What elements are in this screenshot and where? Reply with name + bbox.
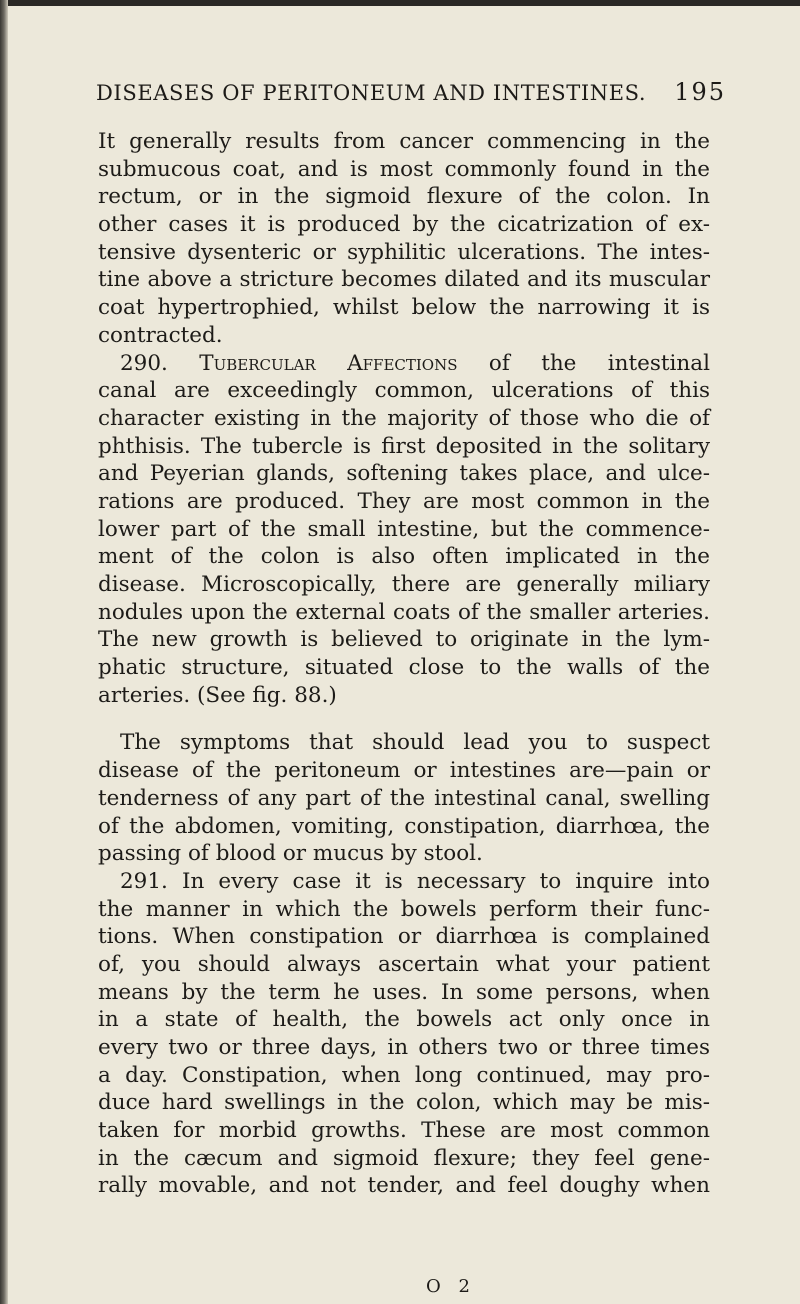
- section-290-first-line: [98, 350, 710, 378]
- text-line: rally movable, and not tender, and feel doughy when: [98, 1173, 710, 1199]
- section-291-text: In every case it is necessary to inquire into: [181, 868, 710, 894]
- text-line: It generally results from cancer commencing in the: [98, 129, 710, 154]
- text-line: character existing in the majority of those who die of: [98, 405, 710, 431]
- text-line: phthisis. The tubercle is first deposited in the solitary: [98, 433, 710, 459]
- text-line: and Peyerian glands, softening takes place, and ulce-: [98, 461, 710, 487]
- text-line: rations are produced. They are most common in the: [98, 488, 710, 514]
- signature-mark: O 2: [426, 1276, 476, 1297]
- running-head-title: DISEASES OF PERITONEUM AND INTESTINES.: [96, 81, 647, 105]
- running-head: [96, 78, 726, 106]
- text-line: in a state of health, the bowels act only once in: [98, 1007, 710, 1033]
- text-line: means by the term he uses. In some persons, when: [98, 979, 710, 1005]
- text-line: rectum, or in the sigmoid flexure of the colon. In: [98, 184, 710, 210]
- page-binding-edge: [0, 0, 8, 1304]
- text-line: ment of the colon is also often implicated in the: [98, 544, 710, 570]
- text-line: every two or three days, in others two or three times: [98, 1035, 710, 1060]
- text-line: disease. Microscopically, there are generally miliary: [98, 572, 710, 597]
- text-line: lower part of the small intestine, but the commence-: [98, 516, 710, 542]
- text-line: coat hypertrophied, whilst below the narrowing it is: [98, 295, 710, 321]
- text-line: nodules upon the external coats of the smaller arteries.: [98, 599, 710, 625]
- section-290-rest: of the intestinal: [488, 350, 710, 376]
- text-line: tensive dysenteric or syphilitic ulcerations. The intes-: [98, 239, 710, 265]
- text-line: The new growth is believed to originate in the lym-: [98, 627, 710, 653]
- page-number: 195: [674, 78, 726, 106]
- section-290-number: 290.: [120, 350, 168, 376]
- text-line: taken for morbid growths. These are most common: [98, 1118, 710, 1144]
- text-line: contracted.: [98, 322, 223, 348]
- text-line: disease of the peritoneum or intestines are—pain or: [98, 758, 710, 784]
- text-line: of the abdomen, vomiting, constipation, diarrhœa, the: [98, 813, 710, 839]
- text-line: The symptoms that should lead you to suspect: [120, 730, 710, 756]
- text-line: canal are exceedingly common, ulcerations of this: [98, 378, 710, 404]
- text-line: passing of blood or mucus by stool.: [98, 841, 483, 867]
- section-291-number: 291.: [120, 868, 168, 894]
- text-line: a day. Constipation, when long continued, may pro-: [98, 1062, 710, 1088]
- text-line: other cases it is produced by the cicatrization of ex-: [98, 212, 710, 238]
- text-line: the manner in which the bowels perform their func-: [98, 896, 710, 922]
- section-291-first-line: [98, 868, 710, 896]
- text-line: in the cæcum and sigmoid flexure; they feel gene-: [98, 1145, 710, 1171]
- text-line: of, you should always ascertain what your patient: [98, 951, 710, 977]
- text-line: submucous coat, and is most commonly found in the: [98, 156, 710, 182]
- text-line: tions. When constipation or diarrhœa is complained: [98, 924, 710, 950]
- text-line: duce hard swellings in the colon, which may be mis-: [98, 1090, 710, 1116]
- text-line: tenderness of any part of the intestinal canal, swelling: [98, 785, 710, 811]
- body-text: [98, 128, 710, 1200]
- section-290-heading: Tubercular Affections: [199, 350, 458, 376]
- text-line: arteries. (See fig. 88.): [98, 682, 337, 708]
- text-line: tine above a stricture becomes dilated and its muscular: [98, 267, 710, 293]
- text-line: phatic structure, situated close to the walls of the: [98, 655, 710, 681]
- page-top-edge: [0, 0, 800, 6]
